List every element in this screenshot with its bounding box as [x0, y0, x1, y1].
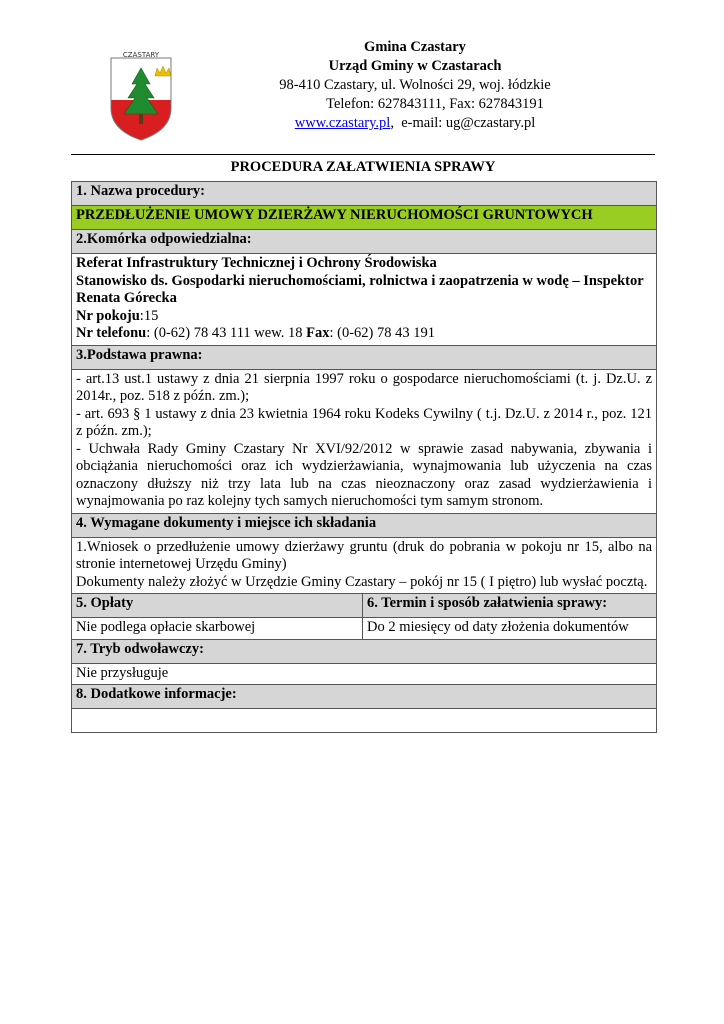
crest-text: CZASTARY	[122, 51, 160, 59]
contact-line	[250, 114, 580, 133]
legal-basis-cell	[72, 369, 657, 513]
appeal-value: Nie przysługuje	[72, 663, 657, 685]
municipality-name: Gmina Czastary	[364, 39, 466, 55]
legal-basis-item: - Uchwała Rady Gminy Czastary Nr XVI/92/2012 w sprawie zasad nabywania, zbywania i obciążania nieruchomości oraz ich wydzierżawiania, wynajmowania lub użyczenia na czas oznaczony dłuższy niż trzy lata lub na czas nieoznaczony oraz zasad wydzierżawienia i wynajmowania po raz kolejny tych samych nieruchomości tym samym stronom.	[76, 440, 653, 509]
section-3-heading: 3.Podstawa prawna:	[72, 345, 657, 369]
department-name: Referat Infrastruktury Technicznej i Ochrony Środowiska	[76, 255, 437, 271]
room-value: :15	[139, 307, 159, 324]
office-phone-fax: Telefon: 627843111, Fax: 627843191	[326, 96, 544, 112]
required-document-item: 1.Wniosek o przedłużenie umowy dzierżawy gruntu (druk do pobrania w pokoju nr 15, albo na stronie internetowej Urzędu Gminy)	[76, 538, 653, 572]
procedure-name: PRZEDŁUŻENIE UMOWY DZIERŻAWY NIERUCHOMOŚCI GRUNTOWYCH	[72, 206, 657, 230]
phone-line	[76, 325, 652, 343]
position-name: Stanowisko ds. Gospodarki nieruchomościami, rolnictwa i zaopatrzenia w wodę – Inspektor Renata Górecka	[76, 272, 644, 306]
section-2-heading: 2.Komórka odpowiedzialna:	[72, 230, 657, 254]
legal-basis-item: - art.13 ust.1 ustawy z dnia 21 sierpnia 1997 roku o gospodarce nieruchomościami (t. j. Dz.U. z 2014r., poz. 518 z późn. zm.);	[76, 370, 653, 404]
header-divider	[71, 154, 655, 155]
section-1-heading: 1. Nazwa procedury:	[72, 182, 657, 206]
section-8-heading: 8. Dodatkowe informacje:	[72, 685, 657, 709]
additional-info-value	[72, 709, 657, 733]
czastary-coat-of-arms-logo	[108, 50, 174, 142]
office-name: Urząd Gminy w Czastarach	[328, 58, 502, 74]
section-5-heading: 5. Opłaty	[72, 594, 363, 618]
legal-basis-item: - art. 693 § 1 ustawy z dnia 23 kwietnia 1964 roku Kodeks Cywilny ( t.j. Dz.U. z 2014 r., poz. 121 z późn. zm.);	[76, 405, 653, 439]
section-6-heading: 6. Termin i sposób załatwienia sprawy:	[363, 594, 657, 618]
website-link[interactable]: www.czastary.pl	[294, 115, 391, 131]
section-7-heading: 7. Tryb odwoławczy:	[72, 639, 657, 663]
email-text: e-mail: ug@czastary.pl	[401, 115, 536, 131]
deadline-value: Do 2 miesięcy od daty złożenia dokumentów	[363, 618, 657, 640]
office-header	[250, 38, 580, 133]
submission-info: Dokumenty należy złożyć w Urzędzie Gminy Czastary – pokój nr 15 ( I piętro) lub wysłać pocztą.	[76, 573, 648, 590]
room-label: Nr pokoju	[76, 307, 140, 324]
responsible-unit-cell	[72, 254, 657, 346]
office-address: 98-410 Czastary, ul. Wolności 29, woj. łódzkie	[279, 77, 551, 93]
fax-label: Fax	[306, 325, 330, 341]
room-line	[76, 308, 652, 326]
phone-label: Nr telefonu	[76, 325, 147, 341]
required-documents-cell	[72, 537, 657, 594]
contact-separator: ,	[390, 115, 394, 131]
section-4-heading: 4. Wymagane dokumenty i miejsce ich składania	[72, 513, 657, 537]
phone-value: : (0-62) 78 43 111 wew. 18	[146, 325, 307, 341]
procedure-table	[71, 181, 657, 733]
fax-value: : (0-62) 78 43 191	[329, 325, 435, 341]
fees-value: Nie podlega opłacie skarbowej	[72, 618, 363, 640]
document-title: PROCEDURA ZAŁATWIENIA SPRAWY	[230, 159, 496, 175]
